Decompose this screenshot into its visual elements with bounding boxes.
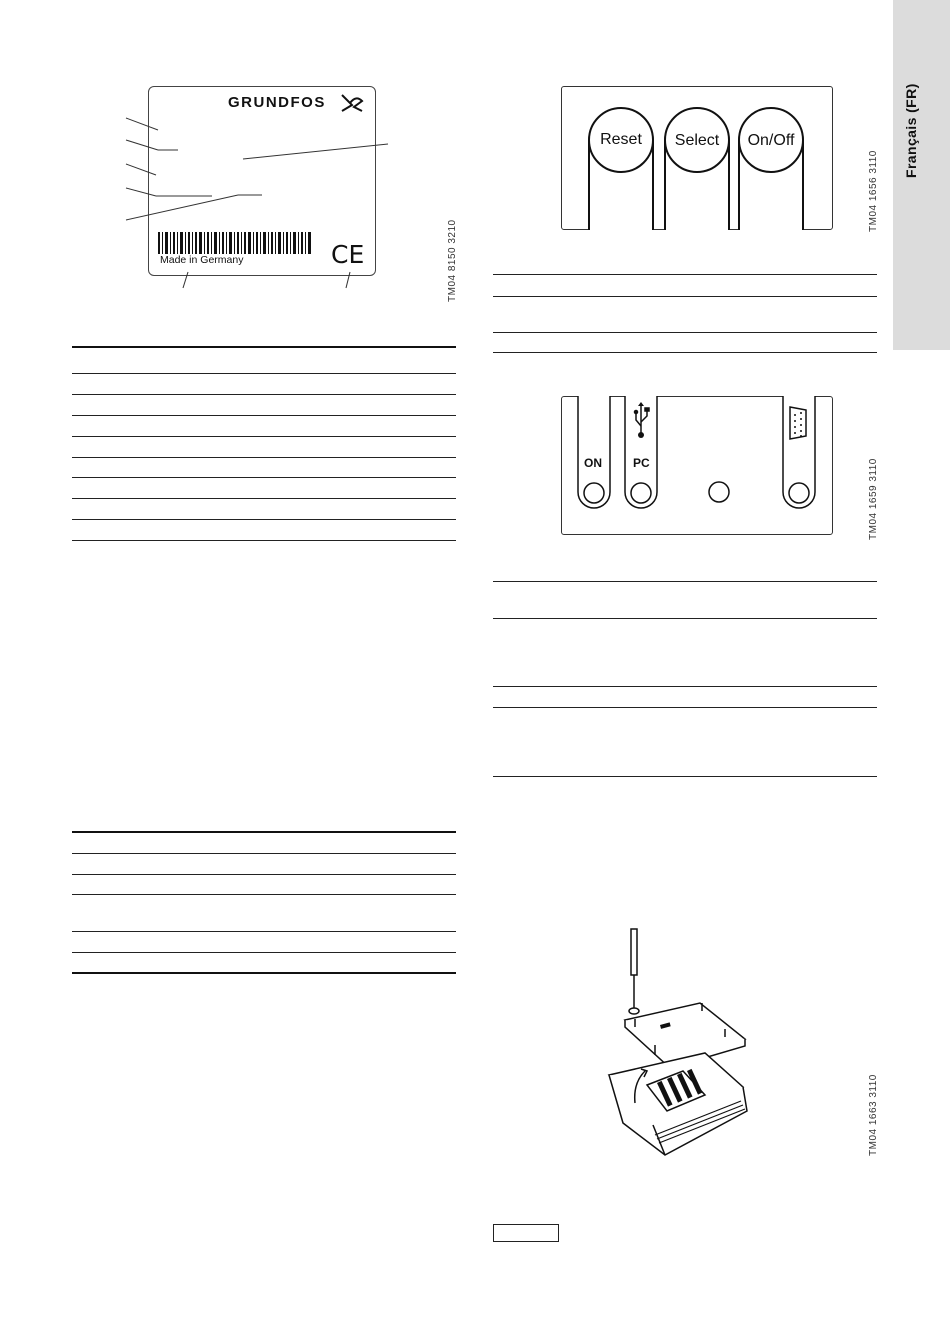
table-rule bbox=[493, 707, 877, 708]
table-rule bbox=[493, 332, 877, 333]
table-rule bbox=[72, 831, 456, 833]
reset-button-label: Reset bbox=[600, 131, 642, 148]
table-rule bbox=[72, 373, 456, 374]
figure-code-ports: TM04 1659 3110 bbox=[868, 458, 879, 540]
table-rule bbox=[72, 894, 456, 895]
table-rule bbox=[72, 853, 456, 854]
table-rule bbox=[72, 415, 456, 416]
table-rule bbox=[72, 394, 456, 395]
table-rule bbox=[493, 274, 877, 275]
table-rule bbox=[72, 519, 456, 520]
pc-port-label: PC bbox=[633, 456, 650, 470]
table-rule bbox=[72, 931, 456, 932]
select-button-label: Select bbox=[674, 132, 720, 149]
ce-mark: CE bbox=[331, 240, 365, 269]
table-rule bbox=[493, 581, 877, 582]
on-port-label: ON bbox=[584, 456, 602, 470]
table-rule bbox=[72, 972, 456, 974]
table-rule bbox=[493, 618, 877, 619]
table-rule bbox=[493, 352, 877, 353]
table-rule bbox=[72, 346, 456, 348]
table-rule bbox=[72, 952, 456, 953]
table-rule bbox=[72, 540, 456, 541]
figure-code-nameplate: TM04 8150 3210 bbox=[447, 219, 458, 302]
brand-logo: GRUNDFOS bbox=[228, 94, 326, 111]
table-rule bbox=[493, 776, 877, 777]
table-rule bbox=[72, 874, 456, 875]
figure-code-keypad: TM04 1656 3110 bbox=[868, 150, 879, 232]
made-in-label: Made in Germany bbox=[160, 254, 244, 266]
table-rule bbox=[72, 477, 456, 478]
figure-code-battery: TM04 1663 3110 bbox=[868, 1074, 879, 1156]
table-rule bbox=[72, 457, 456, 458]
barcode bbox=[158, 232, 314, 254]
table-rule bbox=[493, 686, 877, 687]
note-box bbox=[493, 1224, 559, 1242]
onoff-button-label: On/Off bbox=[747, 132, 795, 149]
table-rule bbox=[72, 498, 456, 499]
usb-icon bbox=[633, 402, 651, 440]
battery-replacement-drawing bbox=[605, 925, 755, 1157]
table-rule bbox=[72, 436, 456, 437]
serial-port-icon bbox=[787, 405, 809, 441]
language-label: Français (FR) bbox=[903, 83, 919, 178]
keypad-drawing bbox=[561, 86, 833, 230]
table-rule bbox=[493, 296, 877, 297]
